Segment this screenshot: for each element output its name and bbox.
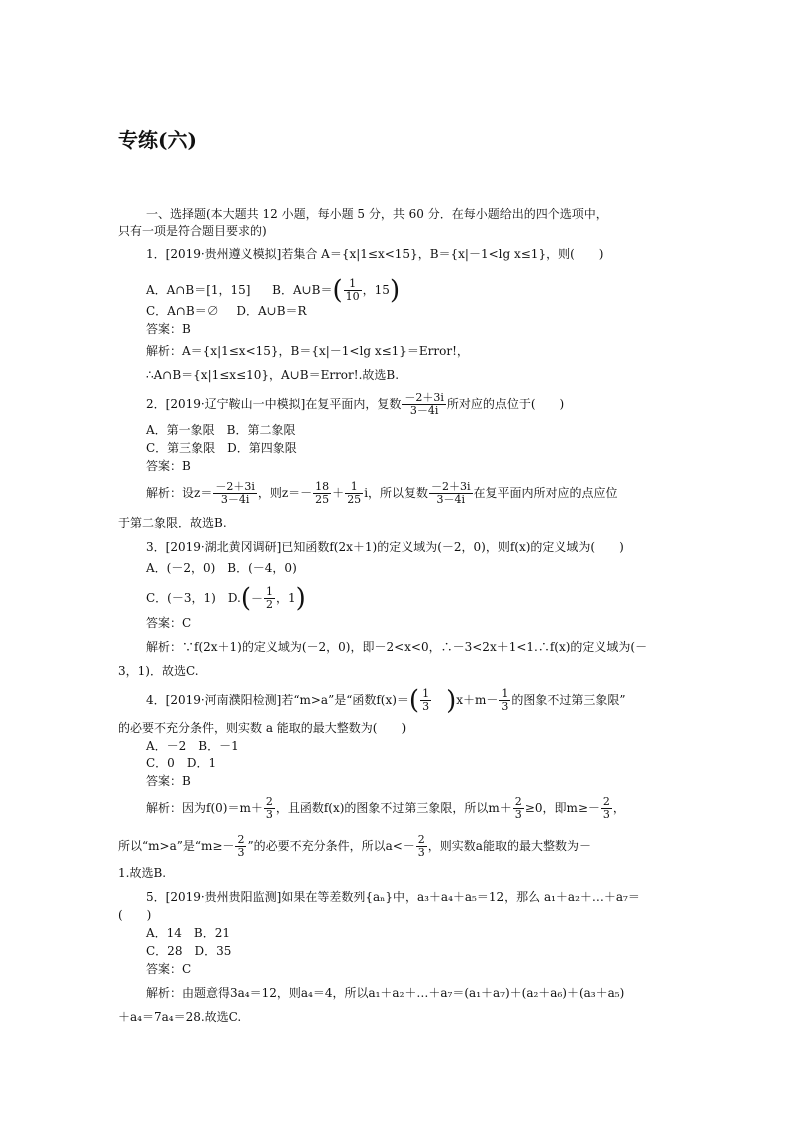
q3-explanation-line2: 3，1)．故选C. xyxy=(118,664,199,678)
plus-sign: ＋ xyxy=(332,486,345,500)
page-title: 专练(六) xyxy=(118,128,197,152)
q3-options-ab: A．(－2，0) B．(－4，0) xyxy=(146,561,297,575)
q2-stem xyxy=(146,392,564,417)
q4-stem-line2: 的必要不充分条件，则实数 a 能取的最大整数为( ) xyxy=(118,721,407,735)
q2-exp-mid: ，则z＝－ xyxy=(257,486,313,500)
q4-options-cd: C．0 D．1 xyxy=(146,756,217,770)
q2-exp-mid2: i，所以复数 xyxy=(364,486,429,500)
q3-option-d-fraction xyxy=(264,586,275,611)
q4-exp-suffix: ≥0，即m≥－ xyxy=(524,801,600,815)
q4-base-fraction xyxy=(420,688,431,713)
q1-option-d: D．A∪B＝R xyxy=(236,304,307,318)
fraction-numerator: 2 xyxy=(265,795,273,808)
q4-stem-suffix: 的图象不过第三象限” xyxy=(511,693,626,707)
fraction-denominator: 3－4i xyxy=(436,493,466,506)
q4-exp2-prefix: 所以“m>a”是“m≥－ xyxy=(118,839,235,853)
q2-stem-prefix: 2．[2019·辽宁鞍山一中模拟]在复平面内，复数 xyxy=(146,397,402,411)
q2-stem-suffix: 所对应的点位于( ) xyxy=(446,397,565,411)
fraction-denominator: 25 xyxy=(315,493,330,506)
fraction-numerator: 1 xyxy=(266,585,273,598)
fraction-numerator: 2 xyxy=(237,833,245,846)
fraction-denominator: 2 xyxy=(266,598,273,611)
q2-real-part-fraction xyxy=(313,481,331,506)
q3-stem: 3．[2019·湖北黄冈调研]已知函数f(2x＋1)的定义域为(－2，0)，则f(x)的定义域为( ) xyxy=(146,540,624,554)
q3-explanation-line1: 解析：∵f(2x＋1)的定义域为(－2，0)，即－2<x<0，∴－3<2x＋1<1.∴f(x)的定义域为(－ xyxy=(146,640,648,654)
fraction-denominator: 3 xyxy=(422,700,430,713)
q4-exp-fraction-2 xyxy=(513,796,524,821)
q4-exp-mid: ，且函数f(x)的图象不过第三象限，所以m＋ xyxy=(275,801,512,815)
q2-exp-fraction-2 xyxy=(429,481,473,506)
q4-exp-fraction-1 xyxy=(264,796,275,821)
q1-stem: 1．[2019·贵州遵义模拟]若集合 A＝{x|1≤x<15}，B＝{x|－1<lg x≤1}，则( ) xyxy=(146,247,604,261)
q4-answer: 答案：B xyxy=(146,774,191,788)
q4-exp-fraction-3 xyxy=(601,796,612,821)
fraction-numerator: 18 xyxy=(315,480,330,493)
fraction-numerator: －2＋3i xyxy=(215,480,255,493)
section-heading-line2: 只有一项是符合题目要求的) xyxy=(118,224,267,238)
fraction-numerator: 1 xyxy=(501,687,509,700)
q1-option-b-prefix: B．A∪B＝ xyxy=(272,283,333,297)
fraction-denominator: 3 xyxy=(514,808,522,821)
fraction-numerator: －2＋3i xyxy=(404,391,444,404)
q1-option-b-fraction xyxy=(344,278,362,303)
fraction-numerator: 2 xyxy=(514,795,522,808)
q5-explanation-line2: ＋a₄＝7a₄＝28.故选C. xyxy=(118,1010,242,1024)
q5-options-ab: A．14 B．21 xyxy=(146,926,231,940)
q5-explanation-line1: 解析：由题意得3a₄＝12，则a₄＝4，所以a₁＋a₂＋…＋a₇＝(a₁＋a₇)＋(a₂＋a₆)＋(a₃＋a₅) xyxy=(146,986,625,1000)
q1-explanation-line1: 解析：A＝{x|1≤x<15}，B＝{x|－1<lg x≤1}＝Error!， xyxy=(146,344,469,358)
q4-explanation-line1: 解析：因为f(0)＝m＋ $\frac{2}{3}$ ，且函数f(x)的图象不过第三象限，所以m＋ $\frac{2}{3}$ ≥0，即m≥－ $\frac{2}{3}$ ， xyxy=(146,795,625,821)
fraction-denominator: 3－4i xyxy=(220,493,250,506)
fraction-denominator: 3 xyxy=(602,808,610,821)
fraction-numerator: －2＋3i xyxy=(431,480,471,493)
fraction-numerator: 2 xyxy=(602,795,610,808)
q5-stem-line1: 5．[2019·贵州贵阳监测]如果在等差数列{aₙ}中，a₃＋a₄＋a₅＝12，那么 a₁＋a₂＋…＋a₇＝ xyxy=(146,890,640,904)
q2-exp-suffix: 在复平面内所对应的点应位 xyxy=(473,486,618,500)
q4-exp2-mid: ”的必要不充分条件，所以a<－ xyxy=(247,839,415,853)
fraction-denominator: 3 xyxy=(417,846,425,859)
q2-options-ab: A．第一象限 B．第二象限 xyxy=(146,423,296,437)
q4-exp2-fraction-1 xyxy=(235,834,246,859)
fraction-numerator: 1 xyxy=(344,278,362,291)
q3-answer: 答案：C xyxy=(146,616,192,630)
q3-option-d-suffix: ，1 xyxy=(276,591,296,605)
q1-option-a: A．A∩B＝[1，15] xyxy=(146,283,251,297)
q4-explanation-line2 xyxy=(118,834,591,859)
q2-exp-prefix: 解析：设z＝ xyxy=(146,486,213,500)
q1-options-cd xyxy=(146,304,307,318)
q1-options-ab: A．A∩B＝[1，15] B．A∪B＝( $\frac{1}{10}$ ，15) xyxy=(146,275,401,306)
q2-imag-part-fraction xyxy=(345,481,363,506)
q3-options-cd: C．(－3，1) D.(－ $\frac{1}{2}$ ，1) xyxy=(146,583,306,614)
q2-answer: 答案：B xyxy=(146,459,191,473)
fraction-denominator: 3 xyxy=(501,700,509,713)
q4-stem-mid: x＋m－ xyxy=(456,693,499,707)
q4-exp2-suffix: ，则实数a能取的最大整数为－ xyxy=(427,839,591,853)
q1-explanation-line2: ∴A∩B＝{x|1≤x≤10}，A∪B＝Error!.故选B. xyxy=(146,368,400,382)
fraction-numerator: 2 xyxy=(417,833,425,846)
q4-const-fraction xyxy=(499,688,510,713)
q2-options-cd: C．第三象限 D．第四象限 xyxy=(146,441,297,455)
q2-exp-fraction xyxy=(213,481,257,506)
section-heading-line1: 一、选择题(本大题共 12 小题，每小题 5 分，共 60 分．在每小题给出的四个选项中， xyxy=(146,207,608,221)
q4-exp-prefix: 解析：因为f(0)＝m＋ xyxy=(146,801,263,815)
fraction-denominator: 10 xyxy=(345,290,360,303)
q4-explanation-line3: 1.故选B. xyxy=(118,866,167,880)
q3-option-c: C．(－3，1) D. xyxy=(146,591,241,605)
q4-stem-prefix: 4．[2019·河南濮阳检测]若“m>a”是“函数f(x)＝ xyxy=(146,693,409,707)
q5-options-cd: C．28 D．35 xyxy=(146,944,232,958)
q4-stem-line1: 4．[2019·河南濮阳检测]若“m>a”是“函数f(x)＝( $\frac{1}{3}$ )x＋m－ $\frac{1}{3}$ 的图象不过第三象限” xyxy=(146,685,626,716)
fraction-denominator: 25 xyxy=(347,493,362,506)
q1-option-c: C．A∩B＝∅ xyxy=(146,304,219,318)
q2-explanation-line1 xyxy=(146,481,618,506)
fraction-numerator: 1 xyxy=(422,687,430,700)
q4-options-ab: A．－2 B．－1 xyxy=(146,739,239,753)
q5-answer: 答案：C xyxy=(146,962,192,976)
fraction-denominator: 3 xyxy=(237,846,245,859)
q2-explanation-line2: 于第二象限．故选B. xyxy=(118,516,227,530)
q5-stem-line2: ( ) xyxy=(118,908,152,922)
q1-option-b-suffix: ，15 xyxy=(362,283,390,297)
q1-answer: 答案：B xyxy=(146,322,191,336)
q2-complex-fraction xyxy=(402,392,446,417)
q4-exp2-fraction-2 xyxy=(416,834,427,859)
fraction-denominator: 3 xyxy=(265,808,273,821)
fraction-denominator: 3－4i xyxy=(409,404,439,417)
fraction-numerator: 1 xyxy=(345,481,363,494)
